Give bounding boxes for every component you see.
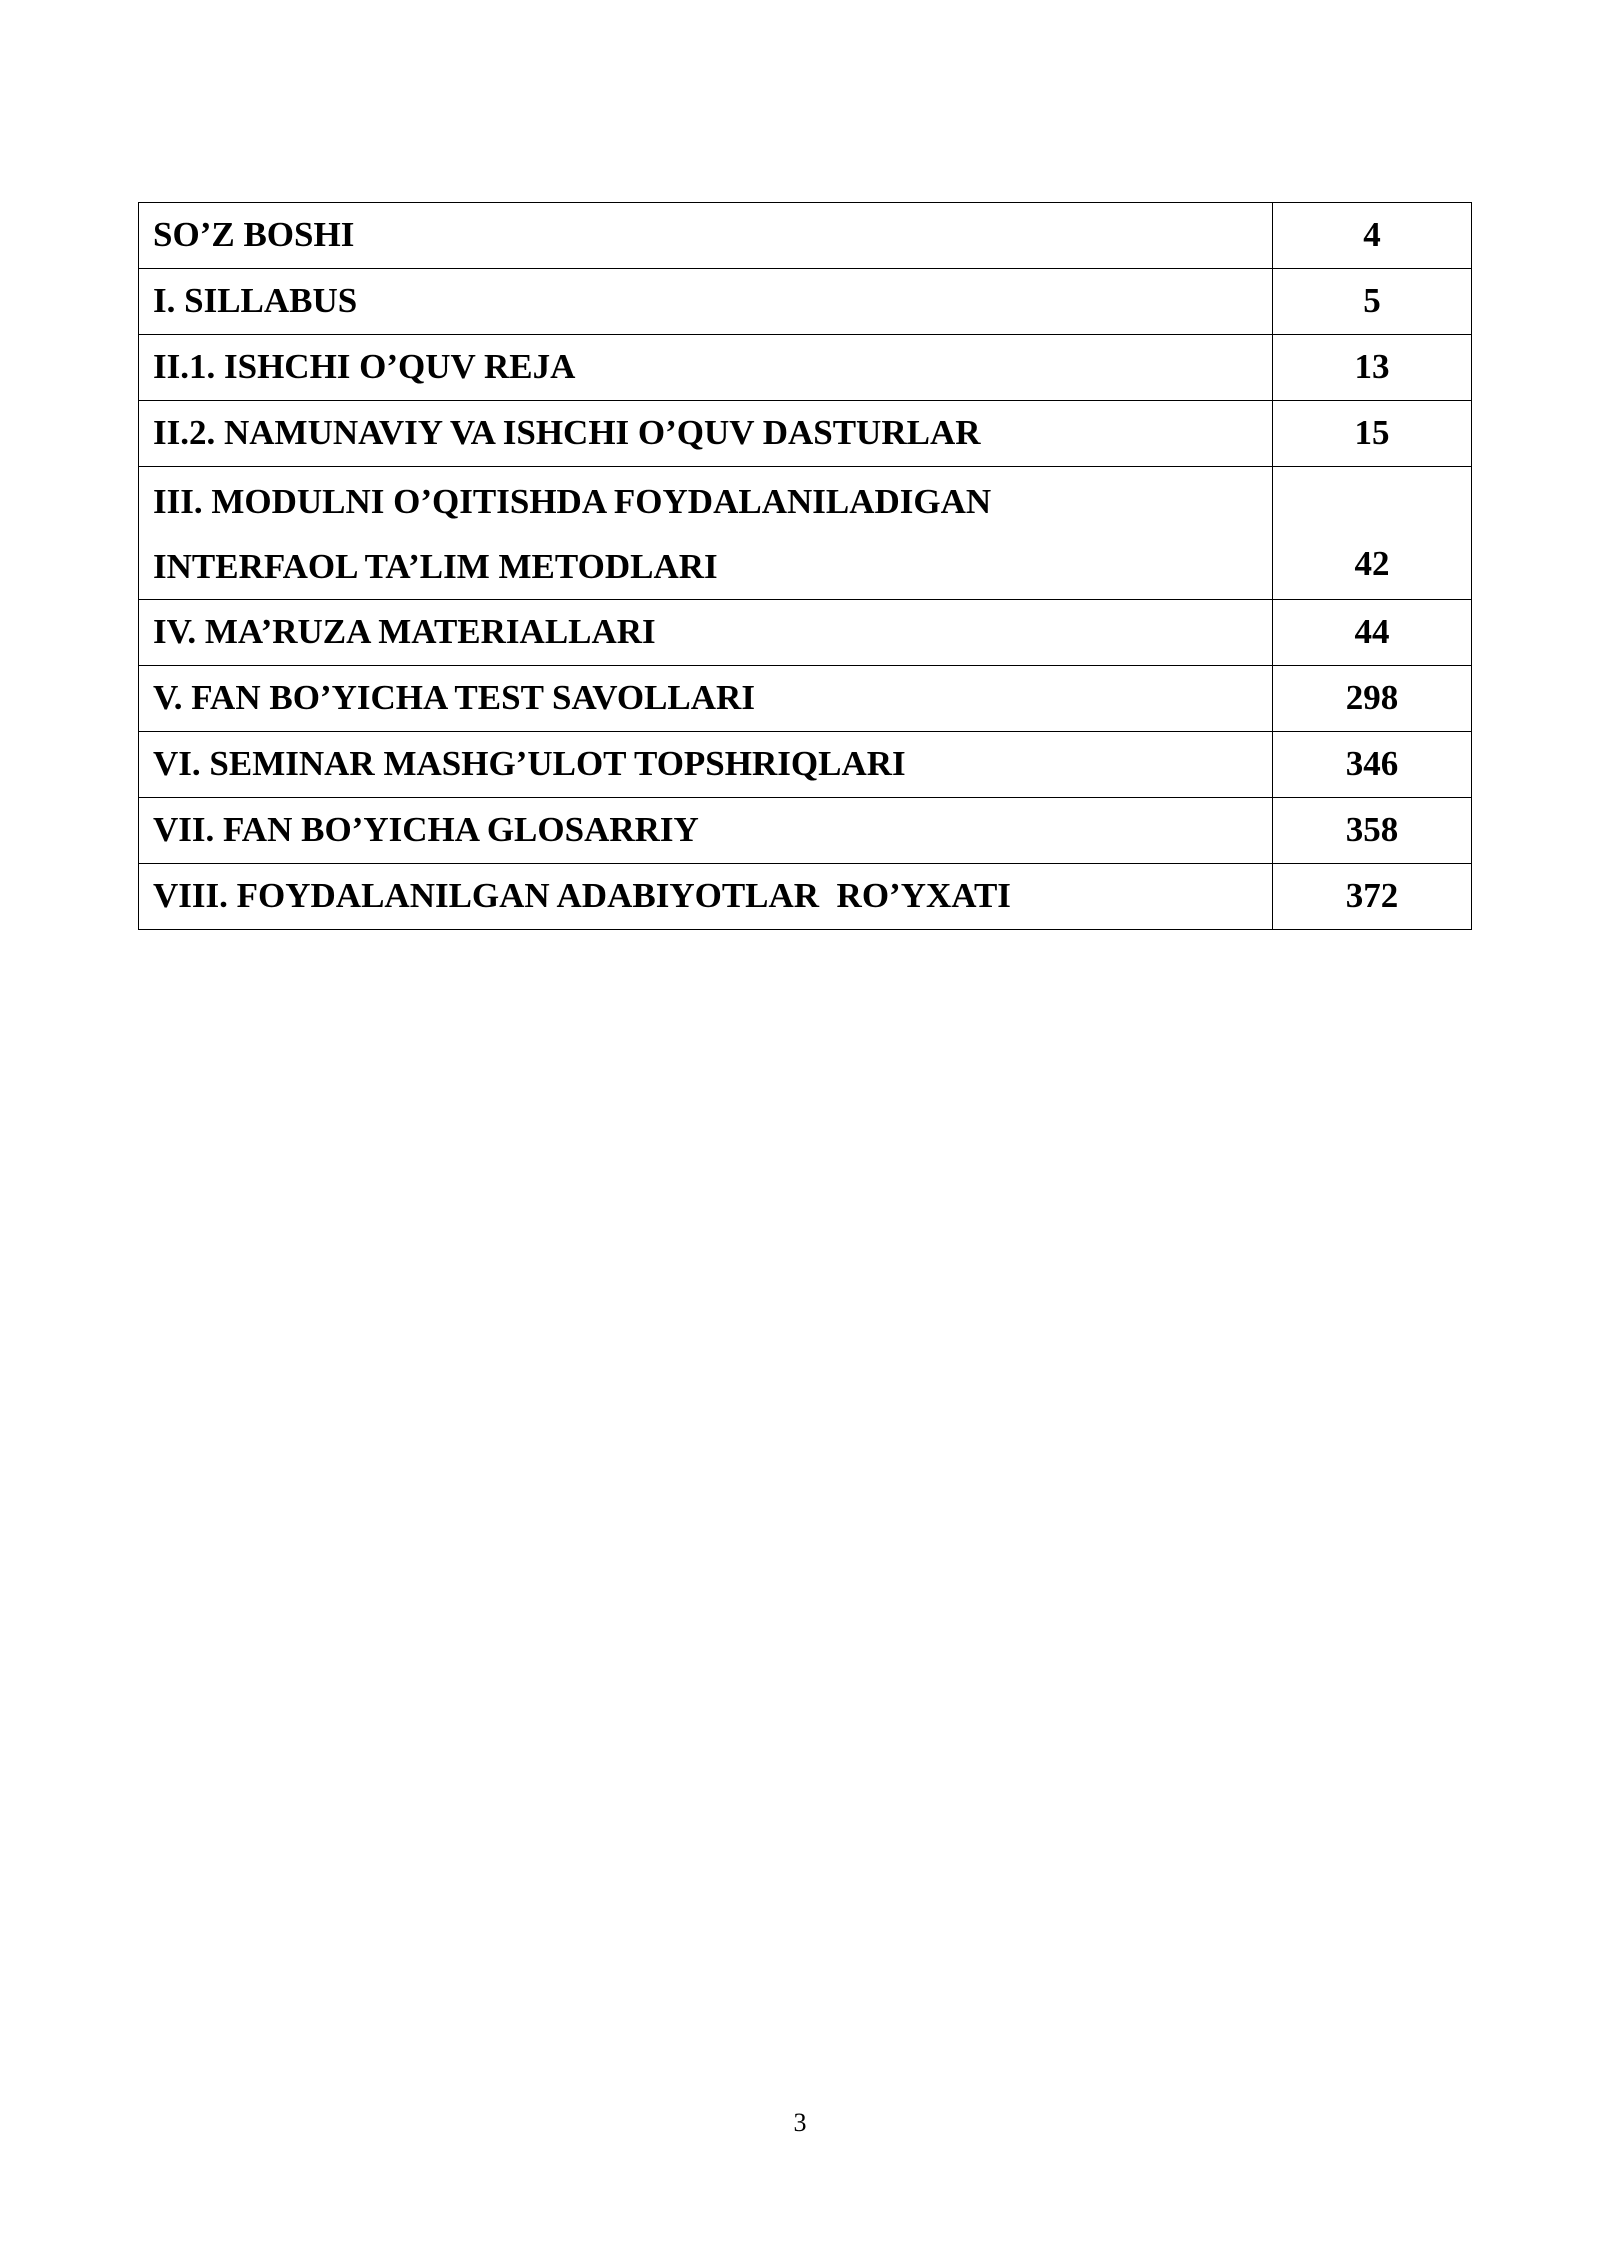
toc-entry-title: II.1. ISHCHI O’QUV REJA [139,335,1273,401]
table-of-contents [138,202,1472,930]
toc-entry-title-line: III. MODULNI O’QITISHDA FOYDALANILADIGAN [153,482,992,521]
toc-row [139,203,1472,269]
toc-row [139,600,1472,666]
toc-row [139,335,1472,401]
toc-entry-title: V. FAN BO’YICHA TEST SAVOLLARI [139,666,1273,732]
toc-entry-page: 13 [1273,335,1472,401]
toc-entry-page: 44 [1273,600,1472,666]
page-number: 3 [793,2108,807,2137]
toc-entry-title: SO’Z BOSHI [139,203,1273,269]
toc-row [139,269,1472,335]
toc-row [139,467,1472,600]
toc-entry-title [139,467,1273,600]
toc-entry-title: VII. FAN BO’YICHA GLOSARRIY [139,798,1273,864]
toc-row [139,864,1472,930]
toc-entry-title: VIII. FOYDALANILGAN ADABIYOTLAR RO’YXATI [139,864,1273,930]
toc-row [139,666,1472,732]
toc-entry-page: 5 [1273,269,1472,335]
toc-entry-page: 42 [1273,467,1472,600]
toc-entry-page: 4 [1273,203,1472,269]
toc-entry-title: IV. MA’RUZA MATERIALLARI [139,600,1273,666]
toc-row [139,798,1472,864]
toc-row [139,401,1472,467]
toc-row [139,732,1472,798]
toc-entry-page: 372 [1273,864,1472,930]
toc-entry-page: 346 [1273,732,1472,798]
toc-entry-page: 358 [1273,798,1472,864]
toc-entry-page: 15 [1273,401,1472,467]
toc-entry-title: VI. SEMINAR MASHG’ULOT TOPSHRIQLARI [139,732,1273,798]
toc-entry-title-line: INTERFAOL TA’LIM METODLARI [153,547,718,586]
toc-entry-page: 298 [1273,666,1472,732]
toc-entry-title: I. SILLABUS [139,269,1273,335]
toc-entry-title: II.2. NAMUNAVIY VA ISHCHI O’QUV DASTURLAR [139,401,1273,467]
